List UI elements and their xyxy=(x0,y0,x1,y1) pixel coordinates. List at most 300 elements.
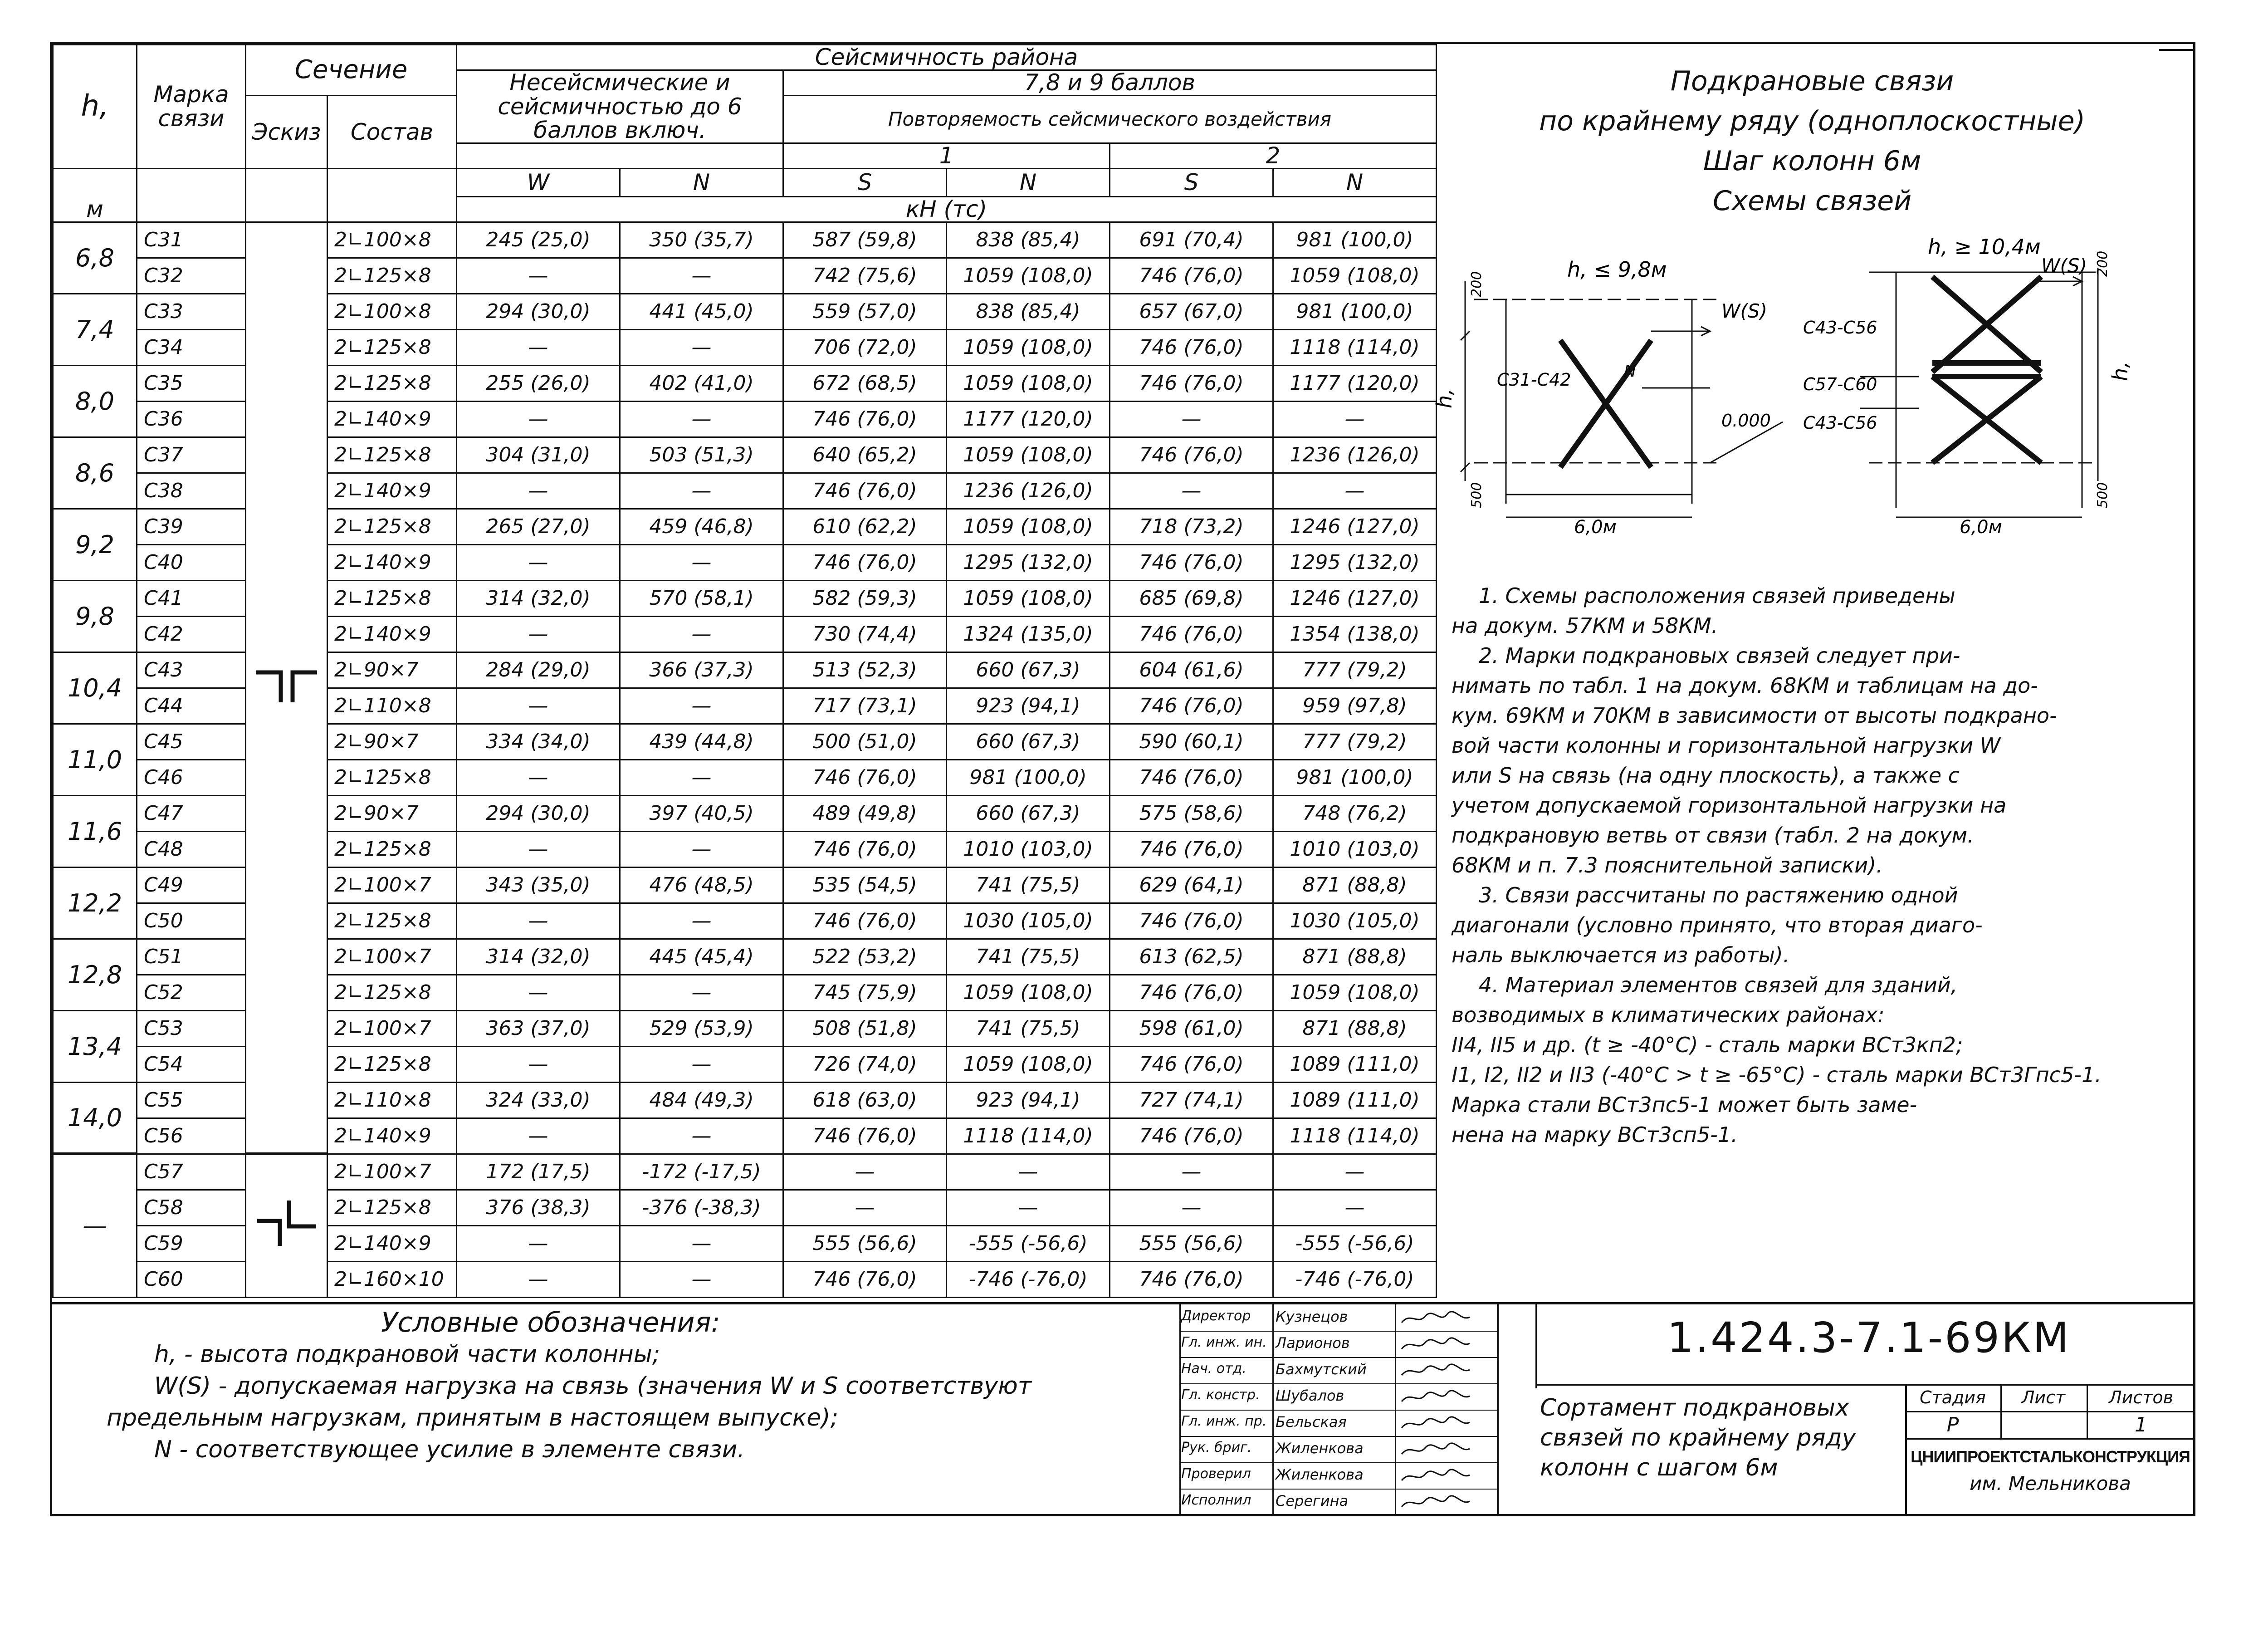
stamp-name: Бельская xyxy=(1276,1413,1347,1431)
value-cell-n1: 741 (75,5) xyxy=(947,1010,1110,1046)
mark-cell: С59 xyxy=(137,1225,246,1261)
legend-block xyxy=(109,1307,1031,1465)
value-cell-n1: 1059 (108,0) xyxy=(947,975,1110,1010)
value-cell-s1: 555 (56,6) xyxy=(783,1225,947,1261)
header-blank xyxy=(327,168,457,222)
value-cell-n1: 1059 (108,0) xyxy=(947,1046,1110,1082)
value-cell-s1: 746 (76,0) xyxy=(783,473,947,509)
mark-cell: С39 xyxy=(137,509,246,544)
signature-mark xyxy=(1397,1468,1474,1485)
value-cell-s2: 746 (76,0) xyxy=(1110,903,1273,939)
mark-cell: С54 xyxy=(137,1046,246,1082)
d2-dim-top: 200 xyxy=(2095,250,2111,277)
header-composition: Состав xyxy=(327,96,457,169)
stamp-h-divider xyxy=(1535,1384,2195,1386)
bracing-table xyxy=(52,44,1437,1298)
mark-cell: С53 xyxy=(137,1010,246,1046)
value-cell-n1: 660 (67,3) xyxy=(947,724,1110,760)
value-cell-nw: — xyxy=(620,329,783,365)
organization-name: ЦНИИПРОЕКТСТАЛЬКОНСТРУКЦИЯ xyxy=(1911,1447,2190,1466)
header-unit-m: м xyxy=(53,168,137,222)
value-cell-nw: 570 (58,1) xyxy=(620,580,783,616)
value-cell-s2: 598 (61,0) xyxy=(1110,1010,1273,1046)
value-cell-s1: — xyxy=(783,1190,947,1225)
mark-cell: С46 xyxy=(137,760,246,795)
value-cell-n1: 1010 (103,0) xyxy=(947,831,1110,867)
header-repeatability: Повторяемость сейсмического воздействия xyxy=(783,96,1437,143)
height-cell: 7,4 xyxy=(53,294,137,365)
value-cell-w: — xyxy=(457,616,620,652)
value-cell-s2: 604 (61,6) xyxy=(1110,652,1273,688)
value-cell-nw: — xyxy=(620,1225,783,1261)
value-cell-w: 376 (38,3) xyxy=(457,1190,620,1225)
composition-cell: 2∟140×9 xyxy=(327,1118,457,1154)
value-cell-s2: 718 (73,2) xyxy=(1110,509,1273,544)
value-cell-n2: — xyxy=(1273,1190,1437,1225)
height-cell: 11,6 xyxy=(53,795,137,867)
height-cell: 8,0 xyxy=(53,365,137,437)
sheet-header: Лист xyxy=(2021,1387,2066,1407)
value-cell-s1: 730 (74,4) xyxy=(783,616,947,652)
mark-cell: С31 xyxy=(137,222,246,258)
composition-cell: 2∟125×8 xyxy=(327,760,457,795)
value-cell-s1: 618 (63,0) xyxy=(783,1082,947,1118)
value-cell-n2: 1059 (108,0) xyxy=(1273,975,1437,1010)
signature-mark xyxy=(1397,1441,1474,1459)
value-cell-nw: — xyxy=(620,975,783,1010)
value-cell-nw: — xyxy=(620,831,783,867)
value-cell-w: 294 (30,0) xyxy=(457,294,620,329)
stamp-row-line xyxy=(1179,1515,1497,1516)
value-cell-n2: — xyxy=(1273,1154,1437,1190)
mark-cell: С45 xyxy=(137,724,246,760)
stage-value: Р xyxy=(1946,1413,1959,1436)
stamp-h-divider-2 xyxy=(1905,1411,2195,1412)
mark-cell: С43 xyxy=(137,652,246,688)
value-cell-n1: 1059 (108,0) xyxy=(947,580,1110,616)
value-cell-s1: 745 (75,9) xyxy=(783,975,947,1010)
composition-cell: 2∟100×8 xyxy=(327,294,457,329)
stamp-col-line xyxy=(1179,1302,1181,1515)
d2-height-label: h, ≥ 10,4м xyxy=(1928,235,2041,259)
value-cell-n2: 871 (88,8) xyxy=(1273,939,1437,975)
header-s1: S xyxy=(783,168,947,196)
d2-span: 6,0м xyxy=(1960,517,2002,538)
stage-header: Стадия xyxy=(1920,1387,1986,1407)
value-cell-nw: 529 (53,9) xyxy=(620,1010,783,1046)
note-line: I1, I2, II2 и II3 (-40°С > t ≥ -65°С) - сталь марки ВСт3Гпс5-1. xyxy=(1452,1063,2102,1087)
value-cell-n2: 981 (100,0) xyxy=(1273,760,1437,795)
value-cell-s2: 746 (76,0) xyxy=(1110,1118,1273,1154)
value-cell-s1: 610 (62,2) xyxy=(783,509,947,544)
note-line: наль выключается из работы). xyxy=(1452,943,1790,967)
d1-force-n: N xyxy=(1624,362,1636,381)
legend-line-1: h, - высота подкрановой части колонны; xyxy=(154,1341,660,1368)
d1-span: 6,0м xyxy=(1574,517,1617,538)
composition-cell: 2∟125×8 xyxy=(327,1190,457,1225)
value-cell-s1: 535 (54,5) xyxy=(783,867,947,903)
mark-cell: С52 xyxy=(137,975,246,1010)
composition-cell: 2∟125×8 xyxy=(327,329,457,365)
stamp-col-line xyxy=(1395,1302,1396,1515)
mark-cell: С41 xyxy=(137,580,246,616)
header-rep-1: 1 xyxy=(783,143,1110,168)
value-cell-n2: 777 (79,2) xyxy=(1273,652,1437,688)
stamp-row-line xyxy=(1179,1410,1497,1411)
height-cell: 11,0 xyxy=(53,724,137,795)
value-cell-n1: 660 (67,3) xyxy=(947,795,1110,831)
stamp-signatures xyxy=(1179,1302,1497,1515)
header-section: Сечение xyxy=(246,45,457,96)
stamp-role: Гл. инж. ин. xyxy=(1181,1334,1267,1350)
note-line: 2. Марки подкрановых связей следует при- xyxy=(1479,643,1960,668)
value-cell-s1: 587 (59,8) xyxy=(783,222,947,258)
composition-cell: 2∟100×7 xyxy=(327,1154,457,1190)
stamp-v-cell-2 xyxy=(2087,1384,2088,1438)
stamp-row-line xyxy=(1179,1489,1497,1490)
height-cell: 12,2 xyxy=(53,867,137,939)
header-blank xyxy=(246,168,327,222)
value-cell-s1: 746 (76,0) xyxy=(783,1261,947,1297)
composition-cell: 2∟125×8 xyxy=(327,975,457,1010)
d2-h1-label: h, xyxy=(2108,361,2132,381)
composition-cell: 2∟125×8 xyxy=(327,509,457,544)
stamp-row-line xyxy=(1179,1383,1497,1384)
value-cell-n1: 1059 (108,0) xyxy=(947,329,1110,365)
value-cell-nw: — xyxy=(620,1261,783,1297)
signature-mark xyxy=(1397,1362,1474,1380)
value-cell-nw: — xyxy=(620,616,783,652)
table-header xyxy=(53,45,1437,222)
value-cell-n1: 838 (85,4) xyxy=(947,294,1110,329)
value-cell-w: — xyxy=(457,258,620,294)
value-cell-w: — xyxy=(457,329,620,365)
header-h1: h, xyxy=(53,45,137,169)
composition-cell: 2∟100×7 xyxy=(327,867,457,903)
value-cell-n2: 1030 (105,0) xyxy=(1273,903,1437,939)
value-cell-n2: — xyxy=(1273,473,1437,509)
value-cell-s2: — xyxy=(1110,473,1273,509)
value-cell-n2: 1246 (127,0) xyxy=(1273,509,1437,544)
stamp-row-line xyxy=(1179,1436,1497,1437)
value-cell-n1: 1177 (120,0) xyxy=(947,401,1110,437)
value-cell-s2: 746 (76,0) xyxy=(1110,365,1273,401)
value-cell-w: 314 (32,0) xyxy=(457,939,620,975)
mark-cell: С58 xyxy=(137,1190,246,1225)
value-cell-s1: 746 (76,0) xyxy=(783,903,947,939)
value-cell-nw: — xyxy=(620,760,783,795)
note-line: 4. Материал элементов связей для зданий, xyxy=(1479,973,1958,997)
legend-line-4: N - соответствующее усилие в элементе связи. xyxy=(154,1436,745,1463)
mark-cell: С60 xyxy=(137,1261,246,1297)
value-cell-n2: 1118 (114,0) xyxy=(1273,1118,1437,1154)
bracing-schemes xyxy=(1432,227,2186,554)
value-cell-n1: -746 (-76,0) xyxy=(947,1261,1110,1297)
stamp-name: Кузнецов xyxy=(1276,1308,1348,1325)
right-title-4: Схемы связей xyxy=(1712,185,1912,217)
value-cell-n1: 741 (75,5) xyxy=(947,939,1110,975)
value-cell-nw: 459 (46,8) xyxy=(620,509,783,544)
stamp-row-line xyxy=(1179,1462,1497,1463)
value-cell-s2: 746 (76,0) xyxy=(1110,831,1273,867)
value-cell-n1: 660 (67,3) xyxy=(947,652,1110,688)
value-cell-w: — xyxy=(457,1261,620,1297)
value-cell-w: — xyxy=(457,1046,620,1082)
mark-cell: С56 xyxy=(137,1118,246,1154)
value-cell-s2: 575 (58,6) xyxy=(1110,795,1273,831)
stamp-role: Гл. констр. xyxy=(1181,1387,1260,1403)
value-cell-s2: 691 (70,4) xyxy=(1110,222,1273,258)
right-title-block xyxy=(1438,61,2186,221)
frame-corner-line xyxy=(2159,49,2195,51)
value-cell-w: 255 (26,0) xyxy=(457,365,620,401)
value-cell-s1: — xyxy=(783,1154,947,1190)
note-line: подкрановую ветвь от связи (табл. 2 на докум. xyxy=(1452,823,1974,848)
stamp-v-divider-2 xyxy=(1535,1302,1537,1388)
height-cell: 14,0 xyxy=(53,1082,137,1154)
value-cell-s2: 629 (64,1) xyxy=(1110,867,1273,903)
mark-cell: С48 xyxy=(137,831,246,867)
header-blank xyxy=(137,168,246,222)
value-cell-n2: 981 (100,0) xyxy=(1273,294,1437,329)
table-body xyxy=(53,222,1437,1297)
stamp-role: Проверил xyxy=(1181,1466,1251,1482)
mark-cell: С34 xyxy=(137,329,246,365)
mark-cell: С47 xyxy=(137,795,246,831)
composition-cell: 2∟100×7 xyxy=(327,939,457,975)
height-cell: — xyxy=(53,1154,137,1297)
header-seismic-789: 7,8 и 9 баллов xyxy=(783,70,1437,96)
height-cell: 6,8 xyxy=(53,222,137,294)
composition-cell: 2∟100×7 xyxy=(327,1010,457,1046)
composition-cell: 2∟160×10 xyxy=(327,1261,457,1297)
d1-load-ws: W(S) xyxy=(1721,300,1767,322)
composition-cell: 2∟140×9 xyxy=(327,401,457,437)
composition-cell: 2∟140×9 xyxy=(327,616,457,652)
composition-cell: 2∟140×9 xyxy=(327,544,457,580)
right-title-2: по крайнему ряду (одноплоскостные) xyxy=(1539,105,2085,137)
value-cell-n1: — xyxy=(947,1154,1110,1190)
note-line: II4, II5 и др. (t ≥ -40°С) - сталь марки ВСт3кп2; xyxy=(1452,1033,1963,1057)
signature-mark xyxy=(1397,1494,1474,1511)
value-cell-s1: 640 (65,2) xyxy=(783,437,947,473)
value-cell-n1: — xyxy=(947,1190,1110,1225)
value-cell-w: — xyxy=(457,1225,620,1261)
value-cell-w: 172 (17,5) xyxy=(457,1154,620,1190)
value-cell-n2: 1059 (108,0) xyxy=(1273,258,1437,294)
stamp-role: Гл. инж. пр. xyxy=(1181,1413,1267,1429)
stamp-row-line xyxy=(1179,1331,1497,1332)
d2-load-ws: W(S) xyxy=(2041,255,2087,277)
value-cell-n2: 1246 (127,0) xyxy=(1273,580,1437,616)
value-cell-nw: 441 (45,0) xyxy=(620,294,783,329)
value-cell-s2: 746 (76,0) xyxy=(1110,258,1273,294)
stamp-name: Жиленкова xyxy=(1276,1440,1364,1457)
note-line: или S на связь (на одну плоскость), а также с xyxy=(1452,763,1960,788)
value-cell-n2: 871 (88,8) xyxy=(1273,867,1437,903)
value-cell-nw: 366 (37,3) xyxy=(620,652,783,688)
value-cell-w: 304 (31,0) xyxy=(457,437,620,473)
mark-cell: С44 xyxy=(137,688,246,724)
value-cell-w: — xyxy=(457,544,620,580)
height-cell: 9,2 xyxy=(53,509,137,580)
value-cell-n1: 923 (94,1) xyxy=(947,1082,1110,1118)
legend-title: Условные обозначения: xyxy=(381,1307,720,1338)
value-cell-s2: — xyxy=(1110,1190,1273,1225)
stamp-v-cell-1 xyxy=(2000,1384,2002,1438)
height-cell: 8,6 xyxy=(53,437,137,509)
value-cell-s2: 613 (62,5) xyxy=(1110,939,1273,975)
composition-cell: 2∟125×8 xyxy=(327,365,457,401)
value-cell-s2: 746 (76,0) xyxy=(1110,760,1273,795)
height-cell: 12,8 xyxy=(53,939,137,1010)
value-cell-s2: 746 (76,0) xyxy=(1110,329,1273,365)
value-cell-nw: — xyxy=(620,401,783,437)
note-line: кум. 69КМ и 70КМ в зависимости от высоты подкрано- xyxy=(1452,703,2057,728)
d1-marks: С31-С42 xyxy=(1497,370,1571,390)
header-n: N xyxy=(620,168,783,196)
stamp-name: Серегина xyxy=(1276,1492,1349,1509)
sketch-cell xyxy=(246,222,327,1154)
value-cell-s1: 559 (57,0) xyxy=(783,294,947,329)
composition-cell: 2∟125×8 xyxy=(327,437,457,473)
value-cell-s2: 746 (76,0) xyxy=(1110,1046,1273,1082)
stamp-v-divider xyxy=(1497,1302,1499,1515)
value-cell-w: 294 (30,0) xyxy=(457,795,620,831)
mark-cell: С36 xyxy=(137,401,246,437)
double-angle-sketch-icon xyxy=(253,667,321,703)
value-cell-w: 363 (37,0) xyxy=(457,1010,620,1046)
composition-cell: 2∟90×7 xyxy=(327,724,457,760)
header-n2: N xyxy=(1273,168,1437,196)
mark-cell: С50 xyxy=(137,903,246,939)
signature-mark xyxy=(1397,1310,1474,1327)
value-cell-n2: 959 (97,8) xyxy=(1273,688,1437,724)
sheets-value: 1 xyxy=(2135,1413,2147,1436)
value-cell-n1: 1059 (108,0) xyxy=(947,258,1110,294)
value-cell-n1: 1059 (108,0) xyxy=(947,365,1110,401)
value-cell-w: — xyxy=(457,688,620,724)
header-units: кН (тс) xyxy=(457,196,1437,222)
value-cell-nw: — xyxy=(620,688,783,724)
value-cell-nw: 402 (41,0) xyxy=(620,365,783,401)
value-cell-s2: 746 (76,0) xyxy=(1110,544,1273,580)
header-s2: S xyxy=(1110,168,1273,196)
composition-cell: 2∟125×8 xyxy=(327,1046,457,1082)
value-cell-s2: 685 (69,8) xyxy=(1110,580,1273,616)
header-rep-2: 2 xyxy=(1110,143,1437,168)
note-line: нимать по табл. 1 на докум. 68КМ и таблицам на до- xyxy=(1452,673,2038,698)
stamp-row-line xyxy=(1179,1357,1497,1358)
note-line: нена на марку ВСт3сп5-1. xyxy=(1452,1122,1738,1147)
value-cell-s2: 746 (76,0) xyxy=(1110,688,1273,724)
value-cell-nw: -376 (-38,3) xyxy=(620,1190,783,1225)
mark-cell: С35 xyxy=(137,365,246,401)
value-cell-s1: 500 (51,0) xyxy=(783,724,947,760)
value-cell-nw: — xyxy=(620,258,783,294)
value-cell-n1: 1030 (105,0) xyxy=(947,903,1110,939)
cross-angle-sketch-icon xyxy=(253,1198,321,1248)
value-cell-n1: 838 (85,4) xyxy=(947,222,1110,258)
value-cell-s1: 489 (49,8) xyxy=(783,795,947,831)
value-cell-n2: — xyxy=(1273,401,1437,437)
value-cell-w: 314 (32,0) xyxy=(457,580,620,616)
composition-cell: 2∟125×8 xyxy=(327,258,457,294)
mark-cell: С57 xyxy=(137,1154,246,1190)
value-cell-s2: 590 (60,1) xyxy=(1110,724,1273,760)
value-cell-n1: 1236 (126,0) xyxy=(947,473,1110,509)
value-cell-w: 324 (33,0) xyxy=(457,1082,620,1118)
value-cell-nw: — xyxy=(620,903,783,939)
value-cell-w: — xyxy=(457,903,620,939)
note-line: на докум. 57КМ и 58КМ. xyxy=(1452,613,1718,638)
value-cell-nw: 476 (48,5) xyxy=(620,867,783,903)
composition-cell: 2∟125×8 xyxy=(327,580,457,616)
value-cell-s2: 746 (76,0) xyxy=(1110,1261,1273,1297)
d2-mark-1: С43-С56 xyxy=(1803,318,1877,338)
value-cell-w: — xyxy=(457,401,620,437)
value-cell-nw: 484 (49,3) xyxy=(620,1082,783,1118)
value-cell-n2: 1354 (138,0) xyxy=(1273,616,1437,652)
value-cell-w: — xyxy=(457,975,620,1010)
header-sketch: Эскиз xyxy=(246,96,327,169)
value-cell-n2: 1089 (111,0) xyxy=(1273,1082,1437,1118)
value-cell-n2: 1236 (126,0) xyxy=(1273,437,1437,473)
value-cell-s1: 746 (76,0) xyxy=(783,760,947,795)
value-cell-s1: 522 (53,2) xyxy=(783,939,947,975)
value-cell-nw: -172 (-17,5) xyxy=(620,1154,783,1190)
value-cell-s2: 657 (67,0) xyxy=(1110,294,1273,329)
header-spacer xyxy=(457,143,783,168)
value-cell-s1: 726 (74,0) xyxy=(783,1046,947,1082)
value-cell-w: — xyxy=(457,760,620,795)
composition-cell: 2∟110×8 xyxy=(327,1082,457,1118)
value-cell-w: 343 (35,0) xyxy=(457,867,620,903)
legend-line-2: W(S) - допускаемая нагрузка на связь (значения W и S соответствуют xyxy=(154,1372,1032,1400)
stamp-name: Бахмутский xyxy=(1276,1361,1367,1378)
value-cell-s1: 508 (51,8) xyxy=(783,1010,947,1046)
note-line: 1. Схемы расположения связей приведены xyxy=(1479,583,1955,608)
value-cell-n2: -746 (-76,0) xyxy=(1273,1261,1437,1297)
stamp-col-line xyxy=(1272,1302,1274,1515)
stamp-role: Нач. отд. xyxy=(1181,1361,1246,1377)
note-line: Марка стали ВСт3пс5-1 может быть заме- xyxy=(1452,1093,1917,1117)
value-cell-s1: 746 (76,0) xyxy=(783,1118,947,1154)
value-cell-n1: 981 (100,0) xyxy=(947,760,1110,795)
value-cell-s1: 513 (52,3) xyxy=(783,652,947,688)
value-cell-n1: 741 (75,5) xyxy=(947,867,1110,903)
value-cell-n1: 1118 (114,0) xyxy=(947,1118,1110,1154)
composition-cell: 2∟90×7 xyxy=(327,795,457,831)
composition-cell: 2∟110×8 xyxy=(327,688,457,724)
organization-subname: им. Мельникова xyxy=(1970,1472,2131,1495)
value-cell-n2: 1295 (132,0) xyxy=(1273,544,1437,580)
value-cell-s1: 746 (76,0) xyxy=(783,831,947,867)
signature-mark xyxy=(1397,1389,1474,1406)
value-cell-w: — xyxy=(457,473,620,509)
value-cell-w: 284 (29,0) xyxy=(457,652,620,688)
composition-cell: 2∟90×7 xyxy=(327,652,457,688)
value-cell-nw: 445 (45,4) xyxy=(620,939,783,975)
notes-block xyxy=(1452,581,2186,1150)
mark-cell: С37 xyxy=(137,437,246,473)
value-cell-s1: 746 (76,0) xyxy=(783,401,947,437)
note-line: 68КМ и п. 7.3 пояснительной записки). xyxy=(1452,853,1883,877)
mark-cell: С49 xyxy=(137,867,246,903)
value-cell-nw: — xyxy=(620,1046,783,1082)
value-cell-n2: 1010 (103,0) xyxy=(1273,831,1437,867)
d1-h1-label: h, xyxy=(1432,388,1457,408)
